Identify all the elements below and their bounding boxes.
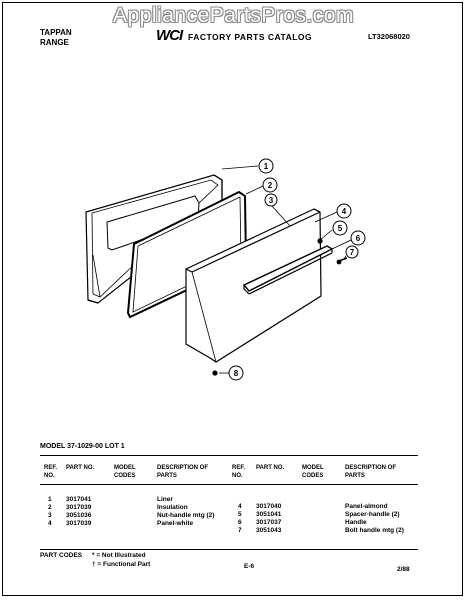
- right-part-3: 3017037: [256, 519, 282, 526]
- model-line: MODEL 37-1029-00 LOT 1: [40, 443, 125, 450]
- callout-7: 7: [349, 248, 355, 257]
- table-bottom-rule: [40, 549, 418, 550]
- right-part-4: 3051043: [256, 527, 282, 534]
- catalog-number: LT32068020: [368, 32, 410, 41]
- part-code-functional: † = Functional Part: [92, 561, 151, 568]
- header-ref-no-left: REF. NO.: [44, 465, 58, 479]
- callout-2: 2: [267, 181, 273, 190]
- left-part-2: 3017039: [66, 504, 92, 511]
- header-part-no-left: PART NO.: [66, 465, 95, 471]
- header-model-codes-left: MODEL CODES: [114, 465, 136, 479]
- table-top-rule: [40, 455, 418, 456]
- brand-line-2: RANGE: [40, 38, 69, 47]
- catalog-title: FACTORY PARTS CATALOG: [188, 32, 313, 42]
- header-description-left: DESCRIPTION OF PARTS: [157, 465, 209, 479]
- right-desc-2: Spacer-handle (2): [345, 511, 400, 518]
- right-part-2: 3051041: [256, 511, 282, 518]
- left-desc-2: Insulation: [157, 504, 188, 511]
- wci-logo: WCI: [156, 27, 183, 44]
- right-desc-4: Bolt handle mtg (2): [345, 527, 404, 534]
- header-model-codes-right: MODEL CODES: [302, 465, 324, 479]
- header-part-no-right: PART NO.: [256, 465, 285, 471]
- left-part-3: 3051036: [66, 512, 92, 519]
- left-desc-3: Nut-handle mtg (2): [157, 512, 215, 519]
- callout-6: 6: [355, 234, 361, 243]
- callout-3: 3: [268, 196, 274, 205]
- right-ref-1: 4: [238, 503, 242, 510]
- left-desc-4: Panel-white: [157, 520, 194, 527]
- table-header-rule: [40, 484, 418, 485]
- callout-8: 8: [233, 369, 239, 378]
- header-ref-no-right: REF. NO.: [232, 465, 246, 479]
- callout-1: 1: [263, 162, 269, 171]
- left-ref-1: 1: [48, 496, 52, 503]
- right-ref-3: 6: [238, 519, 242, 526]
- left-ref-2: 2: [48, 504, 52, 511]
- right-ref-4: 7: [238, 527, 242, 534]
- left-part-1: 3017041: [66, 496, 92, 503]
- left-part-4: 3017039: [66, 520, 92, 527]
- right-part-1: 3017040: [256, 503, 282, 510]
- callout-5: 5: [337, 224, 343, 233]
- right-ref-2: 5: [238, 511, 242, 518]
- left-ref-3: 3: [48, 512, 52, 519]
- nut-part: [213, 371, 217, 375]
- watermark: AppliancePartsPros.com: [113, 4, 354, 27]
- brand-line-1: TAPPAN: [40, 28, 72, 37]
- left-desc-1: Liner: [157, 496, 173, 503]
- left-ref-4: 4: [48, 520, 52, 527]
- part-code-not-illustrated: * = Not Illustrated: [92, 552, 146, 559]
- header-description-right: DESCRIPTION OF PARTS: [345, 465, 397, 479]
- revision-date: 2/88: [397, 566, 410, 573]
- right-desc-3: Handle: [345, 519, 367, 526]
- right-desc-1: Panel-almond: [345, 503, 388, 510]
- callout-4: 4: [341, 207, 347, 216]
- part-codes-label: PART CODES: [40, 552, 83, 559]
- page-number: E-6: [244, 563, 255, 570]
